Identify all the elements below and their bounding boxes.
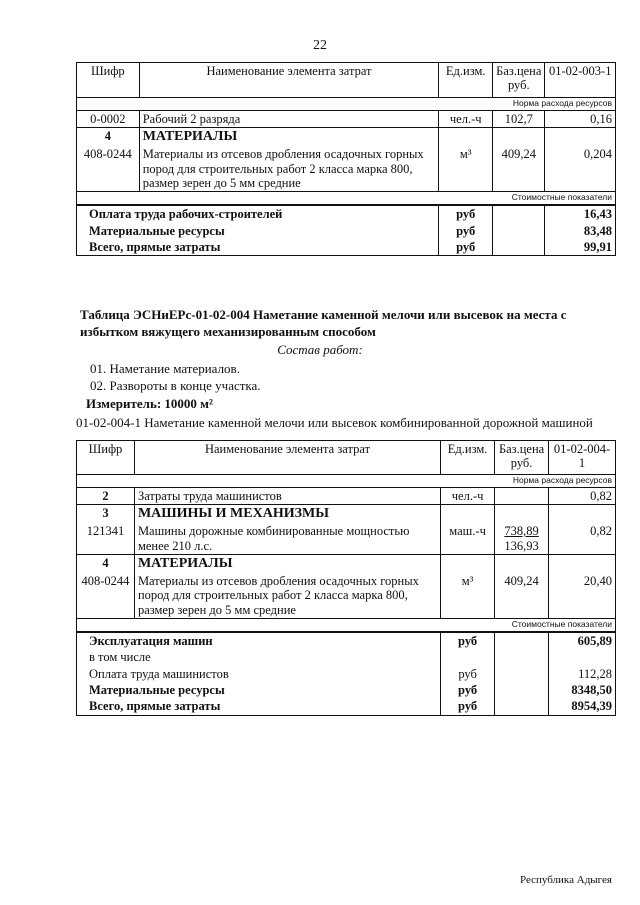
cost-label: Стоимостные показатели xyxy=(77,192,616,205)
row-value: 0,16 xyxy=(545,110,616,127)
cost-unit: руб xyxy=(439,223,493,239)
cost-value: 99,91 xyxy=(545,239,616,256)
resource-table-1 xyxy=(76,62,616,256)
row-code: 4 xyxy=(77,128,140,147)
row-unit: маш.-ч xyxy=(441,523,495,554)
cost-label: Стоимостные показатели xyxy=(77,619,616,632)
cost-row xyxy=(77,239,616,256)
row-value: 20,40 xyxy=(549,573,616,619)
cost-name: Оплата труда машинистов xyxy=(77,666,441,682)
cost-row xyxy=(77,698,616,715)
cost-unit: руб xyxy=(441,682,495,698)
cost-name: Всего, прямые затраты xyxy=(77,698,441,715)
row-section: МАТЕРИАЛЫ xyxy=(134,554,440,573)
row-price: 409,24 xyxy=(493,146,545,192)
cost-value: 8954,39 xyxy=(549,698,616,715)
cost-value: 16,43 xyxy=(545,205,616,222)
row-value: 0,82 xyxy=(549,487,616,504)
table-row xyxy=(77,128,616,147)
work-item: 02. Развороты в конце участка. xyxy=(90,378,261,393)
cost-value: 83,48 xyxy=(545,223,616,239)
row-code: 408-0244 xyxy=(77,146,140,192)
col-unit-header: Ед.изм. xyxy=(439,63,493,98)
cost-unit: руб xyxy=(441,632,495,649)
cost-name: Всего, прямые затраты xyxy=(77,239,439,256)
cost-unit: руб xyxy=(441,698,495,715)
norm-code-line: 01-02-004-1 Наметание каменной мелочи или высевок комбинированной дорожной машиной xyxy=(76,415,593,430)
row-value: 0,204 xyxy=(545,146,616,192)
row-price-labor: 136,93 xyxy=(504,538,539,553)
col-norm-header: 01-02-004-1 xyxy=(549,441,616,475)
cost-name: Эксплуатация машин xyxy=(77,632,441,649)
cost-row xyxy=(77,649,616,665)
measure-unit: Измеритель: 10000 м² xyxy=(86,396,213,411)
table-row xyxy=(77,523,616,554)
cost-unit: руб xyxy=(439,239,493,256)
row-value: 0,82 xyxy=(549,523,616,554)
row-section: МАТЕРИАЛЫ xyxy=(139,128,439,147)
row-name: Рабочий 2 разряда xyxy=(139,110,439,127)
work-item: 01. Наметание материалов. xyxy=(90,361,240,376)
col-price-header: Баз.цена руб. xyxy=(493,63,545,98)
row-code: 2 xyxy=(77,487,135,504)
row-code: 408-0244 xyxy=(77,573,135,619)
page-number: 22 xyxy=(313,38,327,53)
col-name-header: Наименование элемента затрат xyxy=(134,441,440,475)
row-name: Машины дорожные комбинированные мощностью менее 210 л.с. xyxy=(134,523,440,554)
row-unit: чел.-ч xyxy=(441,487,495,504)
cost-name: Материальные ресурсы xyxy=(77,682,441,698)
col-name-header: Наименование элемента затрат xyxy=(139,63,439,98)
col-code-header: Шифр xyxy=(77,441,135,475)
row-code: 3 xyxy=(77,505,135,524)
cost-row xyxy=(77,682,616,698)
cost-value: 605,89 xyxy=(549,632,616,649)
row-unit: м³ xyxy=(439,146,493,192)
col-norm-header: 01-02-003-1 xyxy=(545,63,616,98)
col-code-header: Шифр xyxy=(77,63,140,98)
cost-value: 112,28 xyxy=(549,666,616,682)
resource-table-2 xyxy=(76,440,616,716)
work-heading: Состав работ: xyxy=(277,342,363,357)
cost-row xyxy=(77,666,616,682)
table-row xyxy=(77,110,616,127)
cost-name: Оплата труда рабочих-строителей xyxy=(77,205,439,222)
cost-name: Материальные ресурсы xyxy=(77,223,439,239)
row-code: 4 xyxy=(77,554,135,573)
cost-row xyxy=(77,632,616,649)
cost-unit: руб xyxy=(439,205,493,222)
footer-region: Республика Адыгея xyxy=(519,874,612,886)
cost-row xyxy=(77,205,616,222)
row-code: 121341 xyxy=(77,523,135,554)
row-price: 738,89 xyxy=(504,524,539,539)
section-title: Таблица ЭСНиЕРс-01-02-004 Наметание каменной мелочи или высевок на места с избытком вяжущего механизированным способом xyxy=(80,307,567,339)
norm-label: Норма расхода ресурсов xyxy=(77,475,616,488)
row-section: МАШИНЫ И МЕХАНИЗМЫ xyxy=(134,505,440,524)
cost-value: 8348,50 xyxy=(549,682,616,698)
table-header xyxy=(77,441,616,475)
row-unit: чел.-ч xyxy=(439,110,493,127)
col-price-header: Баз.цена руб. xyxy=(495,441,549,475)
table-row xyxy=(77,554,616,573)
row-name: Материалы из отсевов дробления осадочных горных пород для строительных работ 2 класса марка 800, размер зерен до 5 мм средние xyxy=(134,573,440,619)
table-row xyxy=(77,573,616,619)
row-price xyxy=(495,487,549,504)
cost-name: в том числе xyxy=(77,649,441,665)
table-row xyxy=(77,487,616,504)
row-price: 409,24 xyxy=(495,573,549,619)
table-row xyxy=(77,146,616,192)
norm-label: Норма расхода ресурсов xyxy=(77,98,616,111)
col-unit-header: Ед.изм. xyxy=(441,441,495,475)
row-unit: м³ xyxy=(441,573,495,619)
row-code: 0-0002 xyxy=(77,110,140,127)
row-name: Затраты труда машинистов xyxy=(134,487,440,504)
table-row xyxy=(77,505,616,524)
row-price: 102,7 xyxy=(493,110,545,127)
cost-row xyxy=(77,223,616,239)
table-header xyxy=(77,63,616,98)
cost-unit: руб xyxy=(441,666,495,682)
row-name: Материалы из отсевов дробления осадочных горных пород для строительных работ 2 класса марка 800, размер зерен до 5 мм средние xyxy=(139,146,439,192)
